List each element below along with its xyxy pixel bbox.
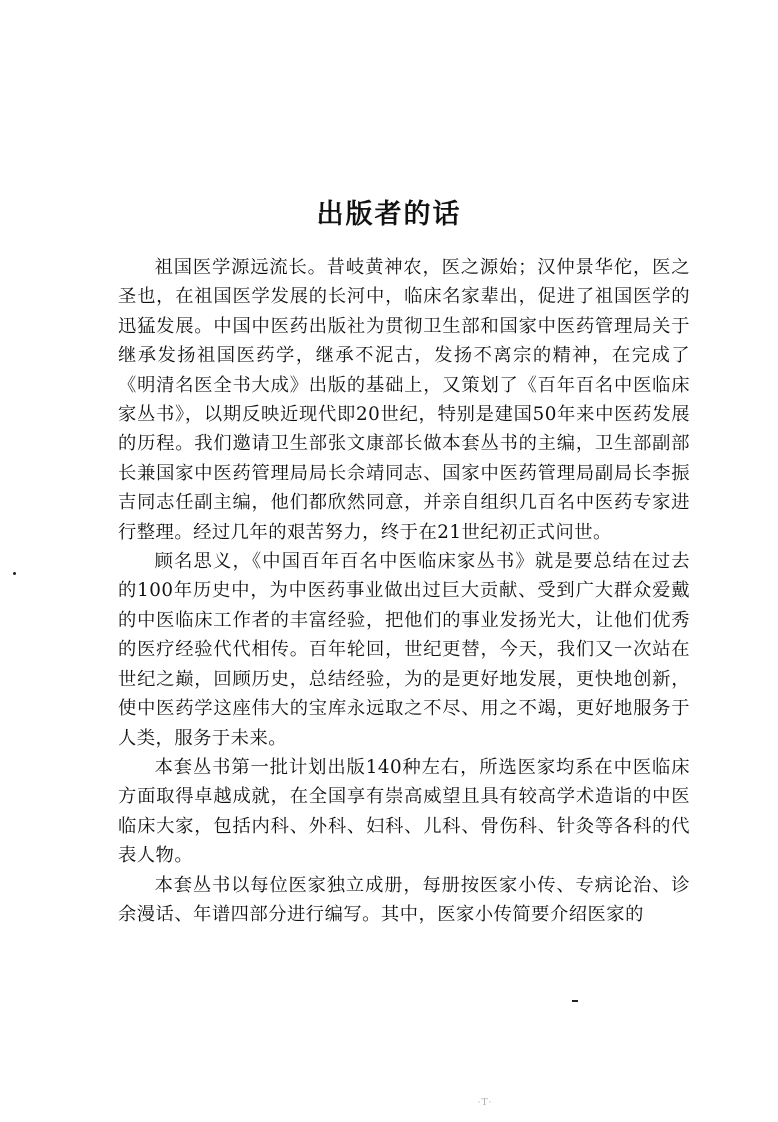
paragraph-2: 顾名思义，《中国百年百名中医临床家丛书》就是要总结在过去的100年历史中，为中医药事业做出过巨大贡献、受到广大群众爱戴的中医临床工作者的丰富经验，把他们的事业发扬光大，让他们优秀的医疗经验代代相传。百年轮回，世纪更替，今天，我们又一次站在世纪之巅，回顾历史，总结经验，为的是更好地发展，更快地创新，使中医药学这座伟大的宝库永远取之不尽、用之不竭，更好地服务于人类，服务于未来。 [118,551,690,749]
body-text [118,253,690,929]
scan-speck [13,572,16,575]
page-title: 出版者的话 [316,199,462,230]
page-footer-mark: ·T· [477,1098,493,1108]
scan-speck [572,1000,578,1002]
paragraph-3: 本套丛书第一批计划出版140种左右，所选医家均系在中医临床方面取得卓越成就，在全国享有崇高威望且具有较高学术造诣的中医临床大家，包括内科、外科、妇科、儿科、骨伤科、针灸等各科的代表人物。 [118,756,690,867]
paragraph-1: 祖国医学源远流长。昔岐黄神农，医之源始；汉仲景华佗，医之圣也，在祖国医学发展的长河中，临床名家辈出，促进了祖国医学的迅猛发展。中国中医药出版社为贯彻卫生部和国家中医药管理局关于继承发扬祖国医药学，继承不泥古，发扬不离宗的精神，在完成了《明清名医全书大成》出版的基础上，又策划了《百年百名中医临床家丛书》，以期反映近现代即20世纪，特别是建国50年来中医药发展的历程。我们邀请卫生部张文康部长做本套丛书的主编，卫生部副部长兼国家中医药管理局局长佘靖同志、国家中医药管理局副局长李振吉同志任副主编，他们都欣然同意，并亲自组织几百名中医药专家进行整理。经过几年的艰苦努力，终于在21世纪初正式问世。 [118,257,690,543]
paragraph-4: 本套丛书以每位医家独立成册，每册按医家小传、专病论治、诊余漫话、年谱四部分进行编写。其中，医家小传简要介绍医家的 [118,874,690,925]
